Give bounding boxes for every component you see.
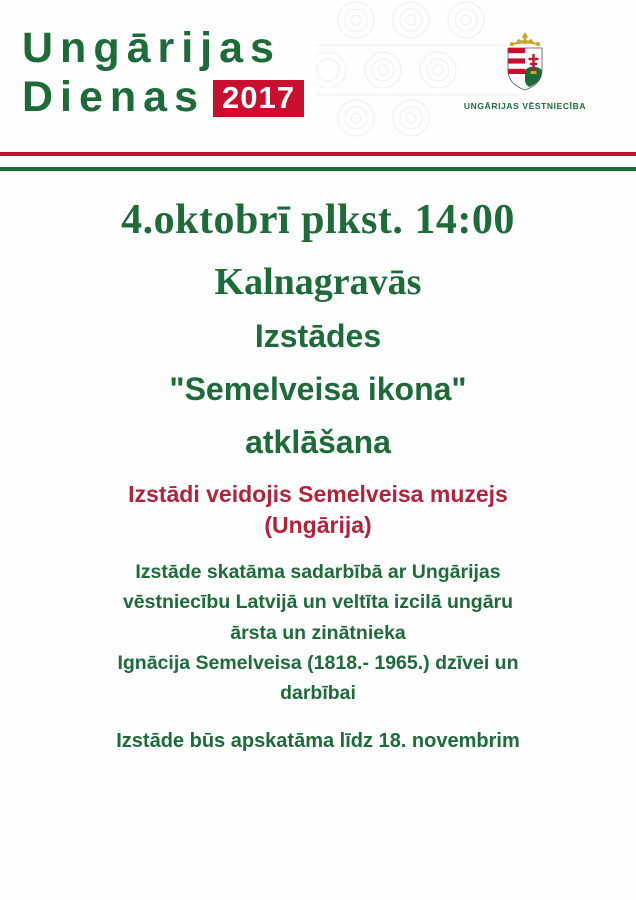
page-title-line-1: Ungārijas <box>22 24 281 72</box>
description-line-5: darbībai <box>280 681 356 704</box>
exhibition-author <box>0 479 636 541</box>
page-title-line-2: Dienas <box>22 73 206 122</box>
description-line-2: vēstniecību Latvijā un veltīta izcilā ungāru <box>122 591 514 614</box>
exhibition-description <box>58 557 578 708</box>
hungary-coat-of-arms-icon <box>450 30 600 97</box>
description-line-3: ārsta un zinātnieka <box>230 621 406 644</box>
author-line-2: (Ungārija) <box>264 512 372 539</box>
year-badge: 2017 <box>213 80 304 117</box>
embassy-caption: UNGĀRIJAS VĒSTNIECĪBA <box>463 101 587 111</box>
description-line-1: Izstāde skatāma sadarbībā ar Ungārijas <box>135 561 501 584</box>
divider-green-line <box>0 167 636 171</box>
author-line-1: Izstādi veidojis Semelveisa muzejs <box>128 481 508 507</box>
tricolor-divider <box>0 152 636 178</box>
embassy-emblem-block <box>450 30 600 111</box>
event-place: Kalnagravās <box>214 261 422 303</box>
poster-header <box>0 0 636 152</box>
opening-word: atklāšana <box>245 424 391 460</box>
exhibition-title: "Semelveisa ikona" <box>169 371 467 407</box>
poster-body <box>0 186 636 753</box>
description-line-4: Ignācija Semelveisa (1818.- 1965.) dzīvei un <box>117 651 519 674</box>
exhibition-duration: Izstāde būs apskatāma līdz 18. novembrim <box>116 730 520 753</box>
event-datetime: 4.oktobrī plkst. 14:00 <box>121 197 515 243</box>
exhibition-word: Izstādes <box>254 318 382 354</box>
